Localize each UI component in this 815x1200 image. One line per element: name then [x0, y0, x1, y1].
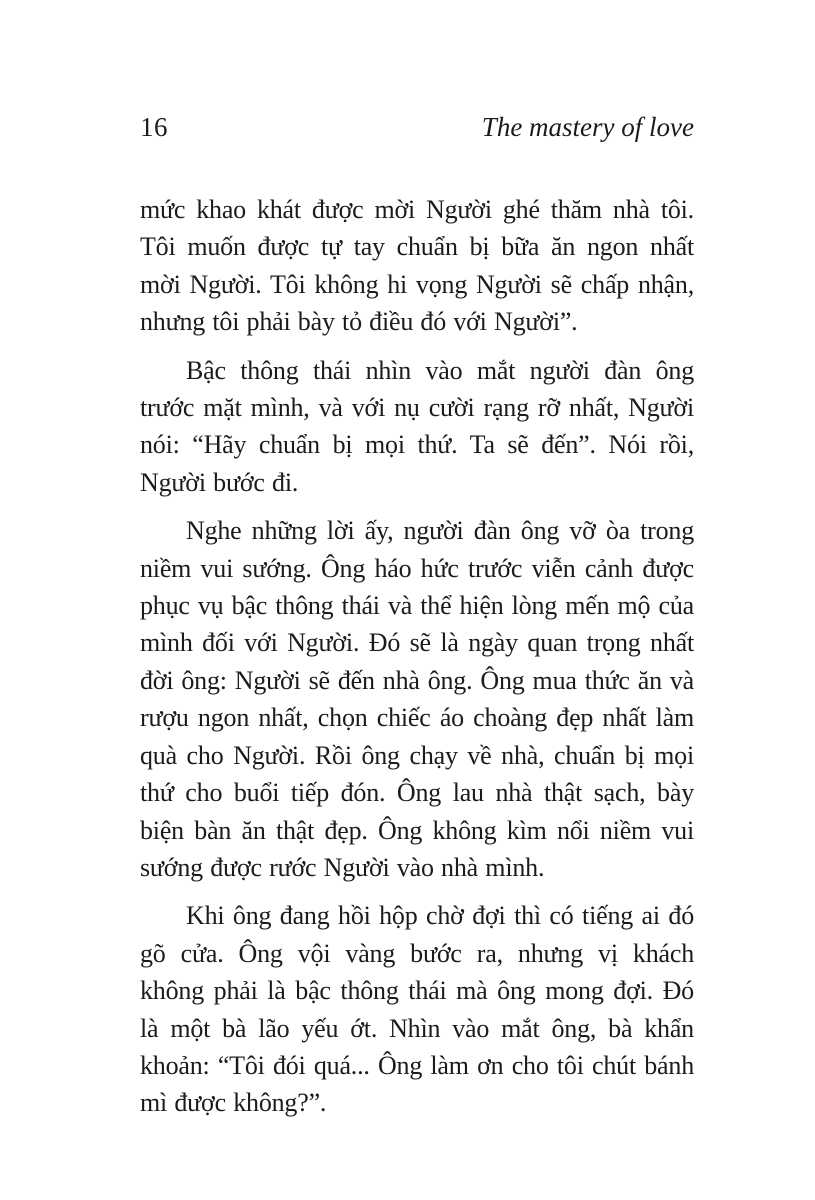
paragraph-1: mức khao khát được mời Người ghé thăm nhà tôi. Tôi muốn được tự tay chuẩn bị bữa ăn ngon nhất mời Người. Tôi không hi vọng Người sẽ chấp nhận, nhưng tôi phải bày tỏ điều đó với Người”.	[140, 195, 694, 337]
paragraph-2: Bậc thông thái nhìn vào mắt người đàn ông trước mặt mình, và với nụ cười rạng rỡ nhất, Người nói: “Hãy chuẩn bị mọi thứ. Ta sẽ đến”. Nói rồi, Người bước đi.	[140, 355, 694, 497]
page-header	[140, 112, 694, 143]
paragraph-3: Nghe những lời ấy, người đàn ông vỡ òa trong niềm vui sướng. Ông háo hức trước viễn cảnh được phục vụ bậc thông thái và thể hiện lòng mến mộ của mình đối với Người. Đó sẽ là ngày quan trọng nhất đời ông: Người sẽ đến nhà ông. Ông mua thức ăn và rượu ngon nhất, chọn chiếc áo choàng đẹp nhất làm quà cho Người. Rồi ông chạy về nhà, chuẩn bị mọi thứ cho buổi tiếp đón. Ông lau nhà thật sạch, bày biện bàn ăn thật đẹp. Ông không kìm nổi niềm vui sướng được rước Người vào nhà mình.	[140, 516, 694, 882]
running-title: The mastery of love	[481, 112, 694, 142]
page-body	[140, 191, 694, 1133]
page-number: 16	[140, 112, 168, 142]
paragraph-4: Khi ông đang hồi hộp chờ đợi thì có tiếng ai đó gõ cửa. Ông vội vàng bước ra, nhưng vị khách không phải là bậc thông thái mà ông mong đợi. Đó là một bà lão yếu ớt. Nhìn vào mắt ông, bà khẩn khoản: “Tôi đói quá... Ông làm ơn cho tôi chút bánh mì được không?”.	[140, 901, 694, 1118]
